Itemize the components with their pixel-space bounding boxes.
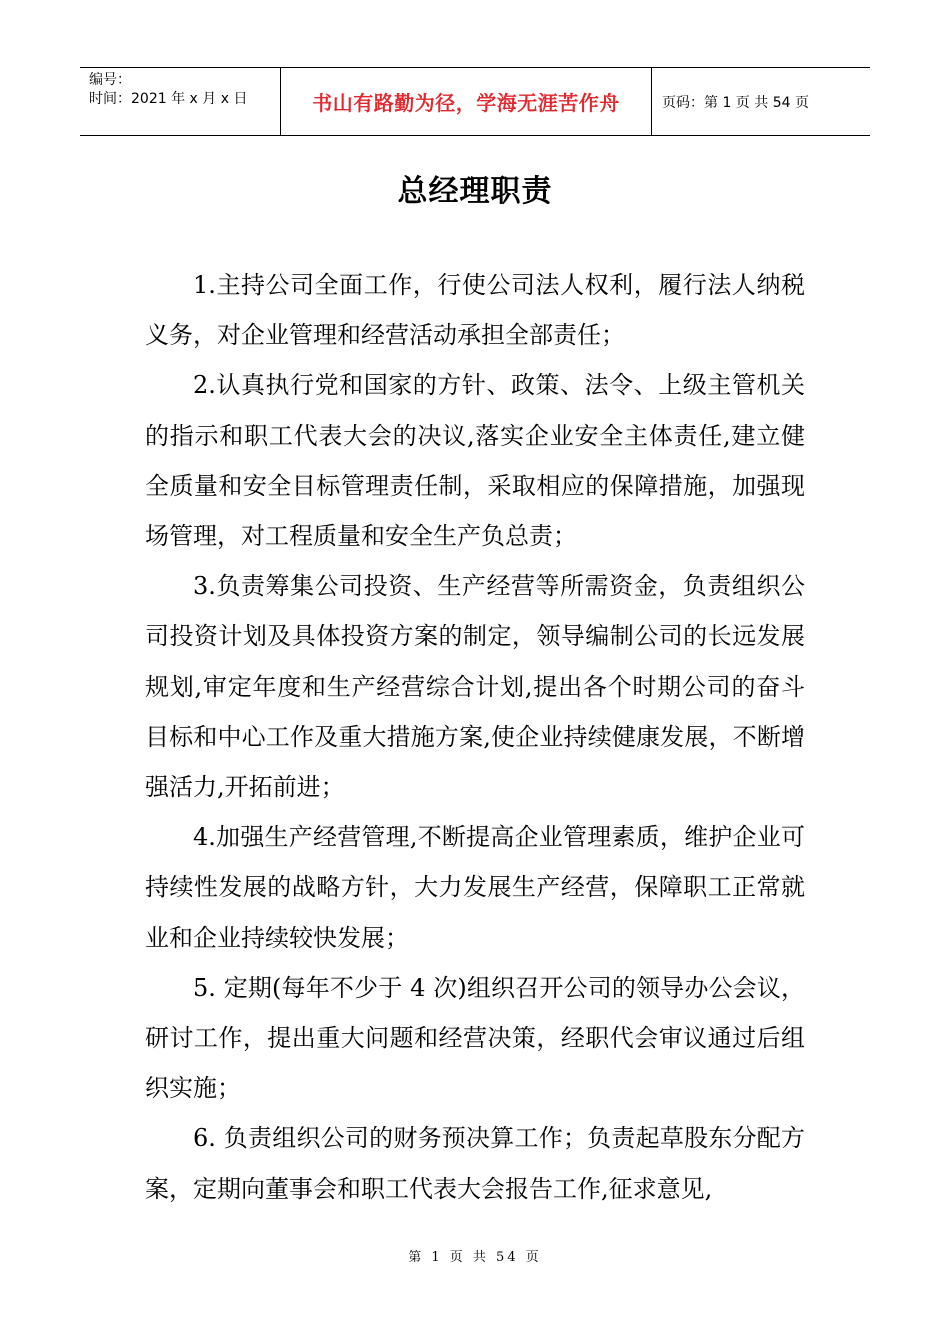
document-time-label: 时间：2021 年 x 月 x 日 xyxy=(89,91,248,107)
paragraph: 1.主持公司全面工作，行使公司法人权利，履行法人纳税义务，对企业管理和经营活动承担全部责任； xyxy=(145,271,805,350)
paragraph: 2.认真执行党和国家的方针、政策、法令、上级主管机关的指示和职工代表大会的决议,落实企业安全主体责任,建立健全质量和安全目标管理责任制，采取相应的保障措施，加强现场管理，对工程质量和安全生产负总责； xyxy=(145,371,805,551)
document-title: 总经理职责 xyxy=(397,174,553,209)
page-header xyxy=(80,67,870,136)
paragraph: 3.负责筹集公司投资、生产经营等所需资金，负责组织公司投资计划及具体投资方案的制定，领导编制公司的长远发展规划,审定年度和生产经营综合计划,提出各个时期公司的奋斗目标和中心工作及重大措施方案,使企业持续健康发展，不断增强活力,开拓前进； xyxy=(145,572,805,802)
document-body xyxy=(145,260,805,1214)
paragraph: 4.加强生产经营管理,不断提高企业管理素质，维护企业可持续性发展的战略方针，大力发展生产经营，保障职工正常就业和企业持续较快发展； xyxy=(145,823,805,952)
document-number-label: 编号： xyxy=(89,72,131,88)
header-page-info: 页码：第 1 页 共 54 页 xyxy=(662,94,809,111)
header-meta xyxy=(80,68,281,135)
paragraph: 6. 负责组织公司的财务预决算工作；负责起草股东分配方案，定期向董事会和职工代表大会报告工作,征求意见, xyxy=(145,1124,805,1203)
header-motto: 书山有路勤为径，学海无涯苦作舟 xyxy=(281,68,652,135)
page-footer: 第 1 页 共 54 页 xyxy=(408,1250,542,1265)
paragraph: 5. 定期(每年不少于 4 次)组织召开公司的领导办公会议，研讨工作，提出重大问题和经营决策，经职代会审议通过后组织实施； xyxy=(145,973,805,1103)
